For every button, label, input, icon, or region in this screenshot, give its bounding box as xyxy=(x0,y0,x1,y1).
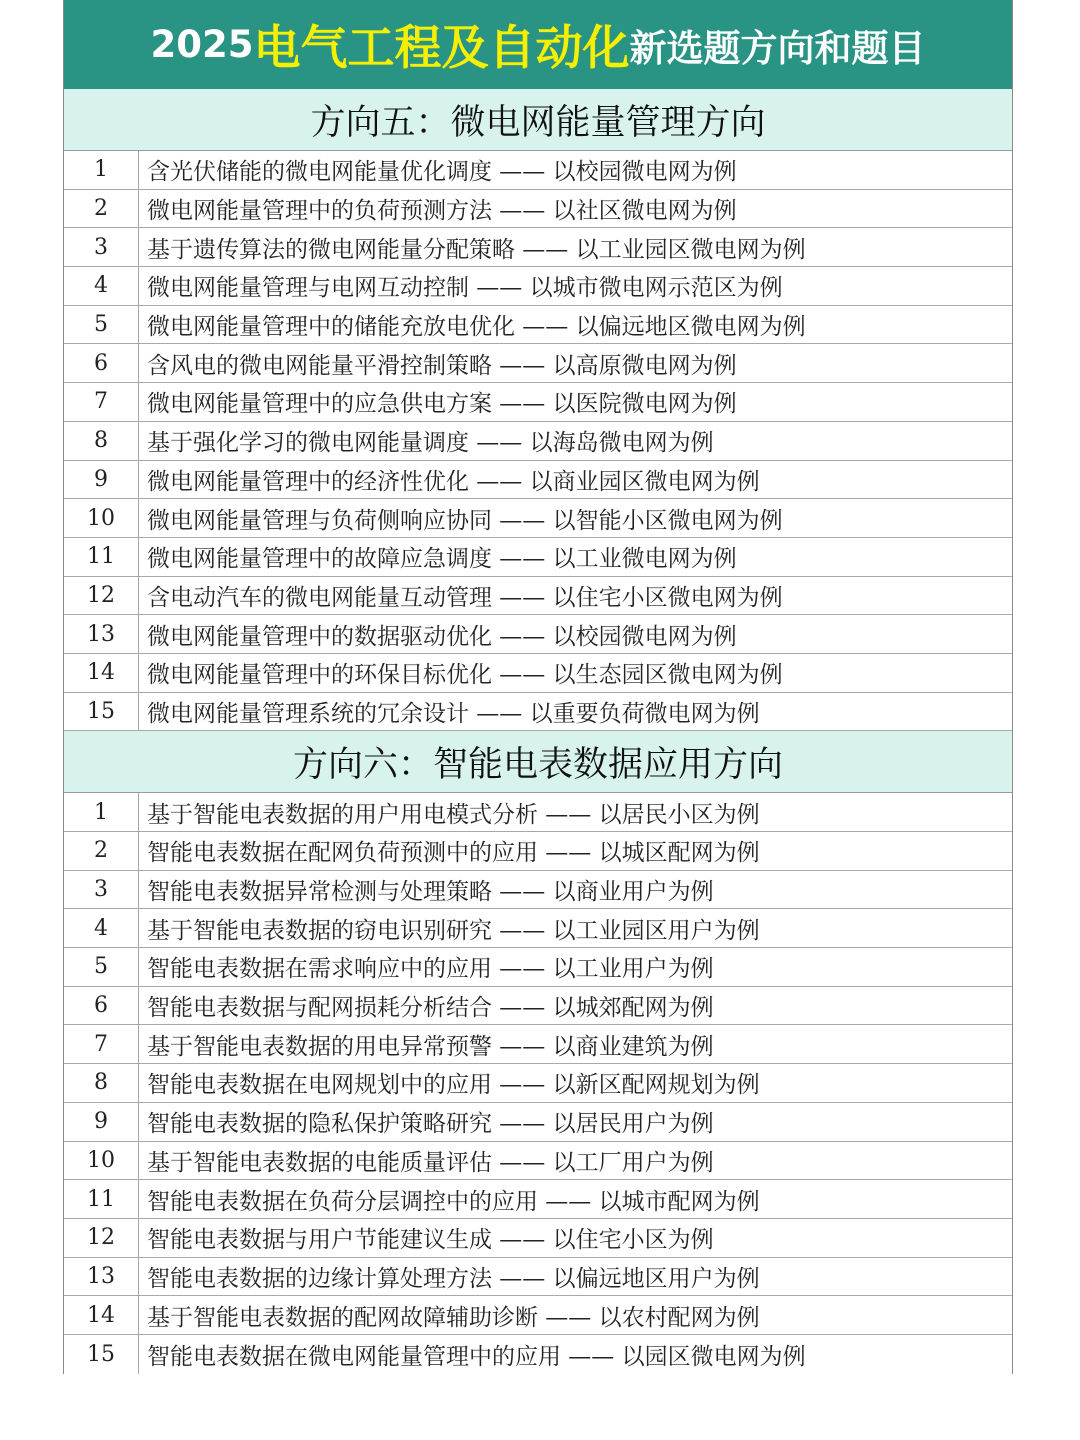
topic-text: 智能电表数据在配网负荷预测中的应用 —— 以城区配网为例 xyxy=(147,840,760,867)
table-row xyxy=(64,1025,1012,1064)
row-number: 3 xyxy=(64,228,139,266)
row-number: 5 xyxy=(64,948,139,986)
topic-text: 微电网能量管理系统的冗余设计 —— 以重要负荷微电网为例 xyxy=(147,700,760,727)
topic-text: 智能电表数据的隐私保护策略研究 —— 以居民用户为例 xyxy=(147,1111,714,1138)
topic-text: 含风电的微电网能量平滑控制策略 —— 以高原微电网为例 xyxy=(147,352,737,379)
table-row xyxy=(64,1219,1012,1258)
topic-text: 基于强化学习的微电网能量调度 —— 以海岛微电网为例 xyxy=(147,430,714,457)
topic-text: 智能电表数据在微电网能量管理中的应用 —— 以园区微电网为例 xyxy=(147,1343,806,1370)
table-row xyxy=(64,832,1012,871)
table-row xyxy=(64,615,1012,654)
table-row xyxy=(64,499,1012,538)
topic-text: 含电动汽车的微电网能量互动管理 —— 以住宅小区微电网为例 xyxy=(147,584,783,611)
topic-text: 智能电表数据在负荷分层调控中的应用 —— 以城市配网为例 xyxy=(147,1188,760,1215)
topic-text: 微电网能量管理中的经济性优化 —— 以商业园区微电网为例 xyxy=(147,468,760,495)
table-row xyxy=(64,538,1012,577)
topic-text: 智能电表数据在需求响应中的应用 —— 以工业用户为例 xyxy=(147,956,714,983)
row-number: 7 xyxy=(64,1025,139,1063)
topic-text: 微电网能量管理中的负荷预测方法 —— 以社区微电网为例 xyxy=(147,198,737,225)
topic-text: 基于遗传算法的微电网能量分配策略 —— 以工业园区微电网为例 xyxy=(147,236,806,263)
row-number: 14 xyxy=(64,1296,139,1334)
topic-text: 微电网能量管理中的应急供电方案 —— 以医院微电网为例 xyxy=(147,391,737,418)
row-number: 13 xyxy=(64,1258,139,1296)
table-row xyxy=(64,654,1012,693)
table-row xyxy=(64,948,1012,987)
table-row xyxy=(64,306,1012,345)
row-number: 11 xyxy=(64,538,139,576)
row-number: 7 xyxy=(64,383,139,421)
sections-container xyxy=(64,89,1012,1374)
table-row xyxy=(64,1064,1012,1103)
table-row xyxy=(64,1258,1012,1297)
page-title xyxy=(64,0,1012,89)
table-row xyxy=(64,1335,1012,1374)
row-number: 8 xyxy=(64,1064,139,1102)
topic-text: 微电网能量管理中的数据驱动优化 —— 以校园微电网为例 xyxy=(147,623,737,650)
title-year: 2025 xyxy=(150,23,254,66)
topic-text: 智能电表数据异常检测与处理策略 —— 以商业用户为例 xyxy=(147,879,714,906)
row-number: 15 xyxy=(64,693,139,731)
row-number: 12 xyxy=(64,1219,139,1257)
row-number: 14 xyxy=(64,654,139,692)
row-number: 10 xyxy=(64,1142,139,1180)
table-row xyxy=(64,190,1012,229)
topic-text: 微电网能量管理中的储能充放电优化 —— 以偏远地区微电网为例 xyxy=(147,314,806,341)
table-row xyxy=(64,1142,1012,1181)
table-row xyxy=(64,1103,1012,1142)
table-row xyxy=(64,793,1012,832)
topic-text: 微电网能量管理与电网互动控制 —— 以城市微电网示范区为例 xyxy=(147,275,783,302)
topic-text: 基于智能电表数据的电能质量评估 —— 以工厂用户为例 xyxy=(147,1149,714,1176)
row-number: 13 xyxy=(64,615,139,653)
topic-text: 智能电表数据与用户节能建议生成 —— 以住宅小区为例 xyxy=(147,1227,714,1254)
row-number: 3 xyxy=(64,871,139,909)
row-number: 9 xyxy=(64,461,139,499)
row-number: 1 xyxy=(64,793,139,831)
row-number: 6 xyxy=(64,344,139,382)
row-number: 1 xyxy=(64,151,139,189)
row-number: 2 xyxy=(64,190,139,228)
row-number: 12 xyxy=(64,577,139,615)
row-number: 10 xyxy=(64,499,139,537)
row-number: 4 xyxy=(64,267,139,305)
topic-text: 基于智能电表数据的窃电识别研究 —— 以工业园区用户为例 xyxy=(147,917,760,944)
table-row xyxy=(64,267,1012,306)
row-number: 2 xyxy=(64,832,139,870)
table-row xyxy=(64,461,1012,500)
row-number: 9 xyxy=(64,1103,139,1141)
topic-text: 微电网能量管理与负荷侧响应协同 —— 以智能小区微电网为例 xyxy=(147,507,783,534)
table-row xyxy=(64,871,1012,910)
table-row xyxy=(64,987,1012,1026)
row-number: 8 xyxy=(64,422,139,460)
table-row xyxy=(64,577,1012,616)
row-number: 15 xyxy=(64,1335,139,1374)
topic-text: 基于智能电表数据的用电异常预警 —— 以商业建筑为例 xyxy=(147,1033,714,1060)
section-heading: 方向五：微电网能量管理方向 xyxy=(64,89,1012,151)
topic-text: 智能电表数据与配网损耗分析结合 —— 以城郊配网为例 xyxy=(147,995,714,1022)
table-row xyxy=(64,151,1012,190)
table-row xyxy=(64,422,1012,461)
topic-text: 基于智能电表数据的用户用电模式分析 —— 以居民小区为例 xyxy=(147,801,760,828)
table-row xyxy=(64,383,1012,422)
row-number: 11 xyxy=(64,1180,139,1218)
section-heading: 方向六：智能电表数据应用方向 xyxy=(64,731,1012,793)
table-row xyxy=(64,228,1012,267)
row-number: 6 xyxy=(64,987,139,1025)
table-row xyxy=(64,344,1012,383)
row-number: 4 xyxy=(64,909,139,947)
row-number: 5 xyxy=(64,306,139,344)
topic-sheet xyxy=(63,0,1013,1374)
title-highlight: 电气工程及自动化 xyxy=(253,21,630,76)
topic-text: 微电网能量管理中的故障应急调度 —— 以工业微电网为例 xyxy=(147,546,737,573)
topic-text: 含光伏储能的微电网能量优化调度 —— 以校园微电网为例 xyxy=(147,159,737,186)
table-row xyxy=(64,1296,1012,1335)
topic-text: 智能电表数据的边缘计算处理方法 —— 以偏远地区用户为例 xyxy=(147,1265,760,1292)
topic-text: 基于智能电表数据的配网故障辅助诊断 —— 以农村配网为例 xyxy=(147,1304,760,1331)
title-suffix: 新选题方向和题目 xyxy=(629,26,926,70)
table-row xyxy=(64,909,1012,948)
topic-text: 微电网能量管理中的环保目标优化 —— 以生态园区微电网为例 xyxy=(147,662,783,689)
table-row xyxy=(64,693,1012,732)
table-row xyxy=(64,1180,1012,1219)
topic-text: 智能电表数据在电网规划中的应用 —— 以新区配网规划为例 xyxy=(147,1072,760,1099)
